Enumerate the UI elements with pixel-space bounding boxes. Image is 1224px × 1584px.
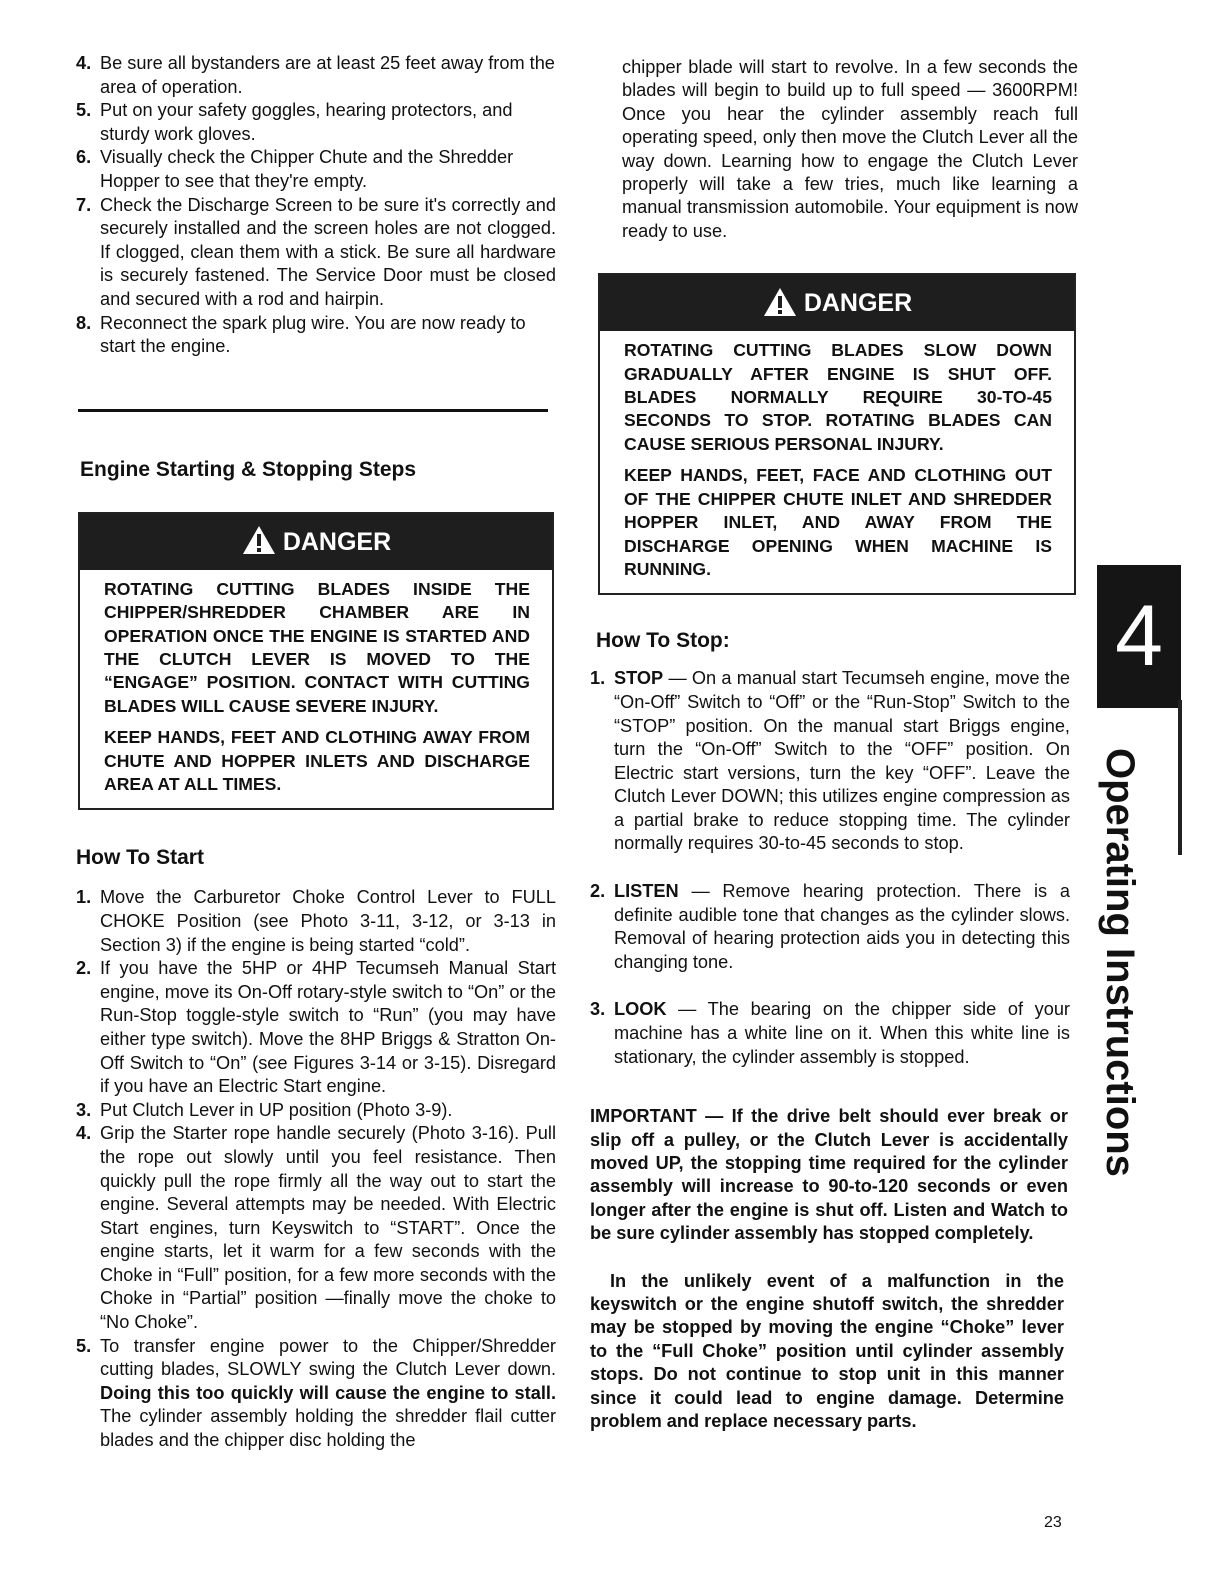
- list-item: 4. Be sure all bystanders are at least 25 feet away from the area of operation.: [76, 53, 555, 97]
- danger-text: ROTATING CUTTING BLADES SLOW DOWN GRADUALLY AFTER ENGINE IS SHUT OFF. BLADES NORMALLY REQUIRE 30-TO-45 SECONDS TO STOP. ROTATING BLADES CAN CAUSE SERIOUS PERSONAL INJURY.: [624, 340, 1052, 454]
- danger-text: KEEP HANDS, FEET AND CLOTHING AWAY FROM CHUTE AND HOPPER INLETS AND DISCHARGE AREA AT ALL TIMES.: [104, 727, 530, 794]
- section-divider: [78, 409, 548, 412]
- list-item: 3. Put Clutch Lever in UP position (Photo 3-9).: [76, 1099, 453, 1120]
- warning-icon: [241, 524, 277, 556]
- tab-edge-line: [1178, 700, 1182, 855]
- danger-label: DANGER: [282, 527, 392, 556]
- danger-box-stop: [598, 273, 1076, 595]
- list-item: 5. To transfer engine power to the Chipper/Shredder cutting blades, SLOWLY swing the Clutch Lever down. Doing this too quickly will cause the engine to stall. The cylinder assembly holding the shredder flail cutter blades and the chipper disc holding the: [76, 1335, 556, 1451]
- list-item: 8. Reconnect the spark plug wire. You are now ready to start the engine.: [76, 312, 526, 357]
- list-item: 1. Move the Carburetor Choke Control Lever to FULL CHOKE Position (see Photo 3-11, 3-12, or 3-13 in Section 3) if the engine is being started “cold”.: [76, 887, 556, 955]
- danger-header: [600, 275, 1074, 331]
- chapter-side-label: Operating Instructions: [1098, 748, 1142, 1177]
- list-item: 6. Visually check the Chipper Chute and the Shredder Hopper to see that they're empty.: [76, 147, 514, 191]
- warning-icon: [762, 286, 798, 318]
- chapter-tab: 4: [1097, 565, 1181, 708]
- list-item: 2. If you have the 5HP or 4HP Tecumseh Manual Start engine, move its On-Off rotary-style switch to “On” or the Run-Stop toggle-style switch to “Run” (you may have either type switch). Move the 8HP Briggs & Stratton On-Off Switch to “On” (see Figures 3-14 or 3-15). Disregard if you have an Electric Start engine.: [76, 958, 556, 1097]
- danger-box-start: [78, 512, 554, 811]
- right-column: [590, 56, 1080, 1434]
- list-item: 4. Grip the Starter rope handle securely (Photo 3-16). Pull the rope out slowly until you feel resistance. Then quickly pull the rope firmly all the way out to start the engine. Several attempts may be needed. With Electric Start engines, turn Keyswitch to “START”. Once the engine starts, let it warm for a few seconds with the Choke in “Full” position, for a few more seconds with the Choke in “Partial” position —finally move the choke to “No Choke”.: [76, 1123, 556, 1333]
- how-to-start-title: How To Start: [76, 846, 204, 870]
- list-item: 3. LOOK — The bearing on the chipper side of your machine has a white line on it. When this white line is stationary, the cylinder assembly is stopped.: [590, 999, 1070, 1067]
- danger-text: KEEP HANDS, FEET, FACE AND CLOTHING OUT OF THE CHIPPER CHUTE INLET AND SHREDDER HOPPER INLET, AND AWAY FROM THE DISCHARGE OPENING WHEN MACHINE IS RUNNING.: [624, 465, 1052, 579]
- list-item: 2. LISTEN — Remove hearing protection. There is a definite audible tone that changes as the cylinder slows. Removal of hearing protection aids you in detecting this changing tone.: [590, 881, 1070, 972]
- stop-steps: [590, 667, 1070, 1069]
- malfunction-note: In the unlikely event of a malfunction in the keyswitch or the engine shutoff switch, the shredder may be stopped by moving the engine “Choke” lever to the “Full Choke” position until cylinder assembly stops. Do not continue to stop unit in this manner since it could lead to engine damage. Determine problem and replace necessary parts.: [590, 1270, 1064, 1432]
- danger-text: ROTATING CUTTING BLADES INSIDE THE CHIPPER/SHREDDER CHAMBER ARE IN OPERATION ONCE THE ENGINE IS STARTED AND THE CLUTCH LEVER IS MOVED TO THE “ENGAGE” POSITION. CONTACT WITH CUTTING BLADES WILL CAUSE SEVERE INJURY.: [104, 578, 530, 716]
- how-to-stop-title: How To Stop:: [596, 629, 730, 653]
- danger-label: DANGER: [803, 289, 913, 318]
- danger-header: [80, 514, 552, 570]
- continued-paragraph: chipper blade will start to revolve. In a few seconds the blades will begin to build up to full speed — 3600RPM! Once you hear the cylinder assembly reach full operating speed, only then move the Clutch Lever all the way down. Learning how to engage the Clutch Lever properly will take a few tries, much like learning a manual transmission automobile. Your equipment is now ready to use.: [622, 57, 1078, 241]
- page-number: 23: [1044, 1514, 1062, 1531]
- list-item: 7. Check the Discharge Screen to be sure it's correctly and securely installed and the screen holes are not clogged. If clogged, clean them with a stick. Be sure all hardware is securely fastened. The Service Door must be closed and secured with a rod and hairpin.: [76, 194, 556, 309]
- start-steps: [76, 886, 556, 1452]
- pre-start-steps: [76, 52, 556, 359]
- list-item: 1. STOP — On a manual start Tecumseh engine, move the “On-Off” Switch to “Off” or the “Run-Stop” Switch to the “STOP” position. On the manual start Briggs engine, turn the “On-Off” Switch to the “OFF” position. On Electric start versions, turn the key “OFF”. Leave the Clutch Lever DOWN; this utilizes engine compression as a partial brake to reduce stopping time. The cylinder normally requires 30-to-45 seconds to stop.: [590, 668, 1070, 854]
- left-column: [76, 52, 556, 1453]
- list-item: 5. Put on your safety goggles, hearing protectors, and sturdy work gloves.: [76, 100, 513, 144]
- section-title: Engine Starting & Stopping Steps: [80, 457, 416, 481]
- important-note: IMPORTANT — If the drive belt should ever break or slip off a pulley, or the Clutch Lever is accidentally moved UP, the stopping time required for the cylinder assembly will increase to 90-to-120 seconds or even longer after the engine is shut off. Listen and Watch to be sure cylinder assembly has stopped completely.: [590, 1106, 1068, 1244]
